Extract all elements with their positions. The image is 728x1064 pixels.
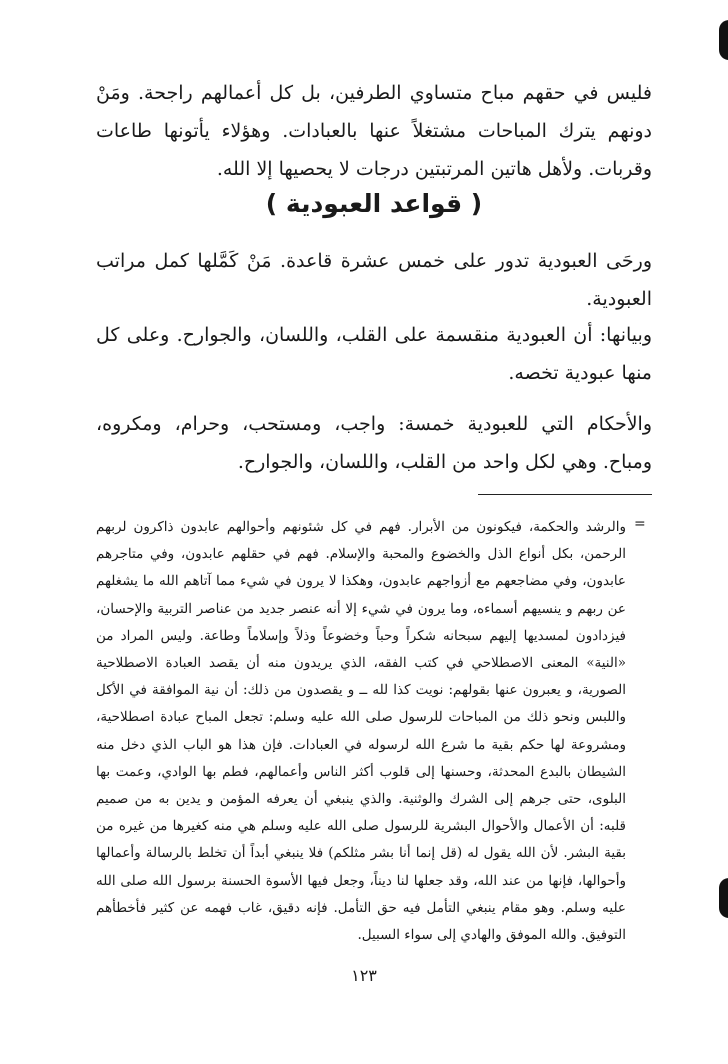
footnote-separator [478, 494, 652, 495]
page-edge-mark-bottom [719, 878, 728, 918]
section-heading: ( قواعد العبودية ) [265, 189, 483, 218]
footnote-continuation-marker: = [634, 516, 646, 532]
paragraph-rulings: والأحكام التي للعبودية خمسة: واجب، ومستحب، وحرام، ومكروه، ومباح. وهي لكل واحد من القلب، واللسان، والجوارح. [96, 413, 652, 473]
paragraph-rules-count: ورحَى العبودية تدور على خمس عشرة قاعدة. مَنْ كَمَّلها كمل مراتب العبودية. [96, 250, 652, 310]
page-edge-mark-top [719, 20, 728, 60]
footnote-text: والرشد والحكمة، فيكونون من الأبرار. فهم في كل شئونهم وأحوالهم عابدون ذاكرون لربهم الرحمن، بكل أنواع الذل والخضوع والمحبة والإسلام. فهم في حقلهم عابدون، وفي متاجرهم عابدون، وفي مضاجعهم مع أزواجهم عابدون، وهكذا لا يرون في شيء مما آتاهم الله ما يشغلهم عن ربهم و ينسيهم أسماءه، وما يرون في شيء إلا أنه عنصر جديد من عناصر التربية والإحسان، فيزدادون لمسديها إليهم سبحانه شكراً وحباً وخضوعاً وذلاً وإسلاماً وطاعة. وليس المراد من «النية» المعنى الاصطلاحي في كتب الفقه، الذي يريدون منه أن يقصد العبادة الاصطلاحية الصورية، و يعبرون عنها بقولهم: نويت كذا لله ــ و يقصدون من ذلك: أن نية الموافقة في الأكل واللبس ونحو ذلك من المباحات للرسول صلى الله عليه وسلم: تجعل المباح عبادة اصطلاحية، ومشروعة لها حكم بقية ما شرع الله لرسوله في العبادات. فإن هذا هو الباب الذي دخل منه الشيطان بالبدع المحدثة، وحسنها إلى قلوب أكثر الناس وأعمالهم، فطم بها الوادي، وعمت بها البلوى، حتى جرهم إلى الشرك والوثنية. والذي ينبغي أن يعرفه المؤمن و يدين به من صميم قلبه: أن الأعمال والأحوال البشرية للرسول صلى الله عليه وسلم هي منه كغيرها من غيره من بقية البشر. لأن الله يقول له (قل إنما أنا بشر مثلكم) فلا ينبغي أبداً أن تخلط بالرسالة وأعمالها وأحوالها، فإنها من عند الله، وقد جعلها لنا ديناً، وجعل فيها الأسوة الحسنة برسول الله صلى الله عليه وسلم. وهو مقام ينبغي التأمل فيه حق التأمل. فإنه دقيق، غاب فهمه عن كثير فأخطأهم التوفيق. والله الموفق والهادي إلى سواء السبيل. [96, 519, 626, 944]
paragraph-continuation: فليس في حقهم مباح متساوي الطرفين، بل كل أعمالهم راجحة. ومَنْ دونهم يترك المباحات مشتغلاً عنها بالعبادات. وهؤلاء يأتونها طاعات وقربات. ولأهل هاتين المرتبتين درجات لا يحصيها إلا الله. [96, 82, 652, 180]
page-number: ١٢٣ [351, 966, 377, 985]
paragraph-division: وبيانها: أن العبودية منقسمة على القلب، واللسان، والجوارح. وعلى كل منها عبودية تخصه. [96, 324, 652, 384]
